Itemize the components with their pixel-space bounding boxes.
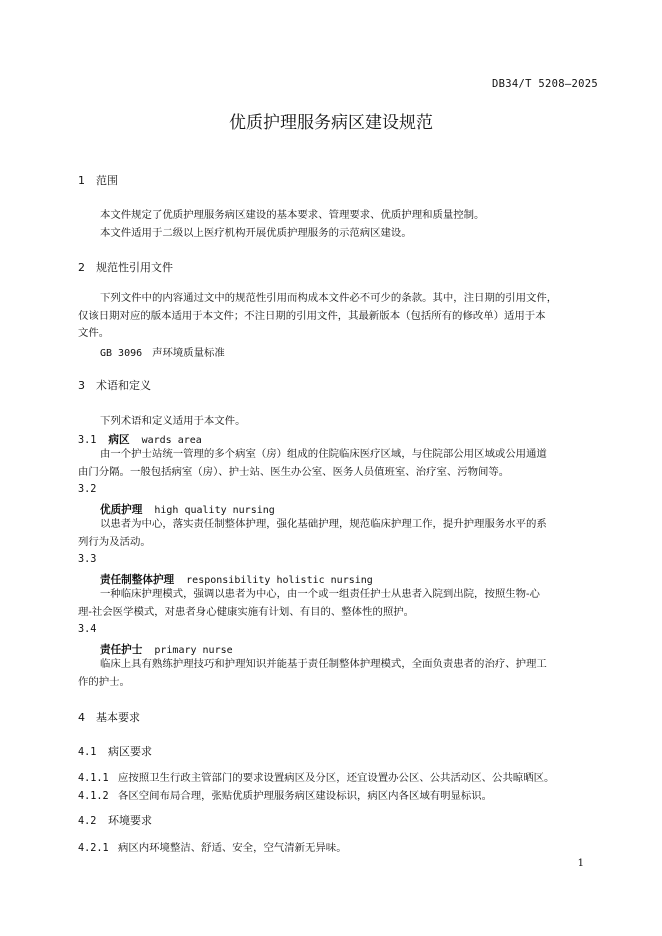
text-line: 下列文件中的内容通过文中的规范性引用而构成本文件必不可少的条款。其中，注日期的引用文件， bbox=[100, 292, 558, 304]
section-title: 规范性引用文件 bbox=[96, 261, 173, 274]
term-chinese: 优质护理 bbox=[100, 504, 143, 516]
text-line: 由门分隔。一般包括病室（房）、护士站、医生办公室、医务人员值班室、治疗室、污物间等。 bbox=[78, 465, 510, 478]
section-number: 4 bbox=[78, 711, 85, 724]
term-3-3-definition bbox=[78, 586, 598, 621]
subsection-4-2-heading bbox=[78, 812, 152, 828]
section-1-paragraph-2: 本文件适用于二级以上医疗机构开展优质护理服务的示范病区建设。 bbox=[100, 227, 412, 239]
clause-4-1-2 bbox=[78, 787, 492, 802]
subsection-title: 环境要求 bbox=[108, 814, 152, 827]
page-number: 1 bbox=[577, 858, 584, 869]
text-line: 由一个护士站统一管理的多个病室（房）组成的住院临床医疗区域，与住院部公用区域或公用通道 bbox=[100, 448, 547, 460]
term-english: wards area bbox=[141, 435, 202, 446]
section-2-heading bbox=[78, 259, 173, 275]
section-title: 基本要求 bbox=[96, 711, 140, 724]
term-english: primary nurse bbox=[154, 645, 233, 656]
term-chinese: 病区 bbox=[108, 434, 130, 446]
document-title: 优质护理服务病区建设规范 bbox=[229, 113, 433, 133]
text-line: 列行为及活动。 bbox=[78, 535, 151, 548]
term-3-1-definition bbox=[78, 446, 598, 481]
subsection-4-1-heading bbox=[78, 743, 152, 759]
subsection-number: 4.2 bbox=[78, 816, 97, 827]
clause-number: 4.2.1 bbox=[78, 843, 109, 854]
term-3-3-number: 3.3 bbox=[78, 554, 97, 565]
reference-code: GB 3096 bbox=[100, 348, 143, 359]
section-1-heading bbox=[78, 172, 118, 188]
term-english: high quality nursing bbox=[154, 505, 275, 516]
section-number: 2 bbox=[78, 261, 85, 274]
section-title: 术语和定义 bbox=[96, 379, 151, 392]
text-line: 作的护士。 bbox=[78, 675, 130, 688]
section-3-heading bbox=[78, 377, 151, 393]
term-chinese: 责任护士 bbox=[100, 644, 143, 656]
term-3-4-definition bbox=[78, 656, 598, 691]
clause-number: 4.1.2 bbox=[78, 791, 109, 802]
term-3-2-number: 3.2 bbox=[78, 484, 97, 495]
term-3-2-definition bbox=[78, 516, 598, 551]
text-line: 一种临床护理模式，强调以患者为中心，由一个或一组责任护士从患者入院到出院，按照生物-心 bbox=[100, 588, 540, 600]
text-line: 临床上具有熟练护理技巧和护理知识并能基于责任制整体护理模式，全面负责患者的治疗、护理工 bbox=[100, 658, 547, 670]
text-line: 文件。 bbox=[78, 327, 110, 339]
clause-text: 各区空间布局合理，张贴优质护理服务病区建设标识，病区内各区域有明显标识。 bbox=[118, 790, 493, 802]
term-chinese: 责任制整体护理 bbox=[100, 574, 175, 586]
section-1-paragraph-1: 本文件规定了优质护理服务病区建设的基本要求、管理要求、优质护理和质量控制。 bbox=[100, 209, 485, 221]
normative-reference bbox=[100, 344, 225, 359]
term-3-4-number: 3.4 bbox=[78, 624, 97, 635]
clause-4-2-1 bbox=[78, 839, 347, 854]
section-number: 1 bbox=[78, 174, 85, 187]
section-3-intro: 下列术语和定义适用于本文件。 bbox=[100, 415, 246, 427]
clause-text: 病区内环境整洁、舒适、安全，空气清新无异味。 bbox=[118, 842, 347, 854]
section-2-paragraph bbox=[78, 290, 598, 343]
doc-code: DB34/T 5208—2025 bbox=[492, 78, 598, 90]
text-line: 仅该日期对应的版本适用于本文件；不注日期的引用文件，其最新版本（包括所有的修改单）适用于本 bbox=[78, 309, 546, 322]
term-english: responsibility holistic nursing bbox=[186, 575, 373, 586]
subsection-number: 4.1 bbox=[78, 747, 97, 758]
clause-text: 应按照卫生行政主管部门的要求设置病区及分区，还宜设置办公区、公共活动区、公共晾晒区。 bbox=[118, 772, 555, 784]
section-4-heading bbox=[78, 709, 140, 725]
term-number: 3.1 bbox=[78, 435, 97, 446]
section-number: 3 bbox=[78, 379, 85, 392]
subsection-title: 病区要求 bbox=[108, 745, 152, 758]
clause-4-1-1 bbox=[78, 769, 554, 784]
clause-number: 4.1.1 bbox=[78, 773, 109, 784]
text-line: 以患者为中心，落实责任制整体护理，强化基础护理，规范临床护理工作，提升护理服务水平的系 bbox=[100, 518, 547, 530]
reference-title: 声环境质量标准 bbox=[152, 347, 225, 359]
text-line: 理-社会医学模式，对患者身心健康实施有计划、有目的、整体性的照护。 bbox=[78, 605, 415, 618]
section-title: 范围 bbox=[96, 174, 118, 187]
